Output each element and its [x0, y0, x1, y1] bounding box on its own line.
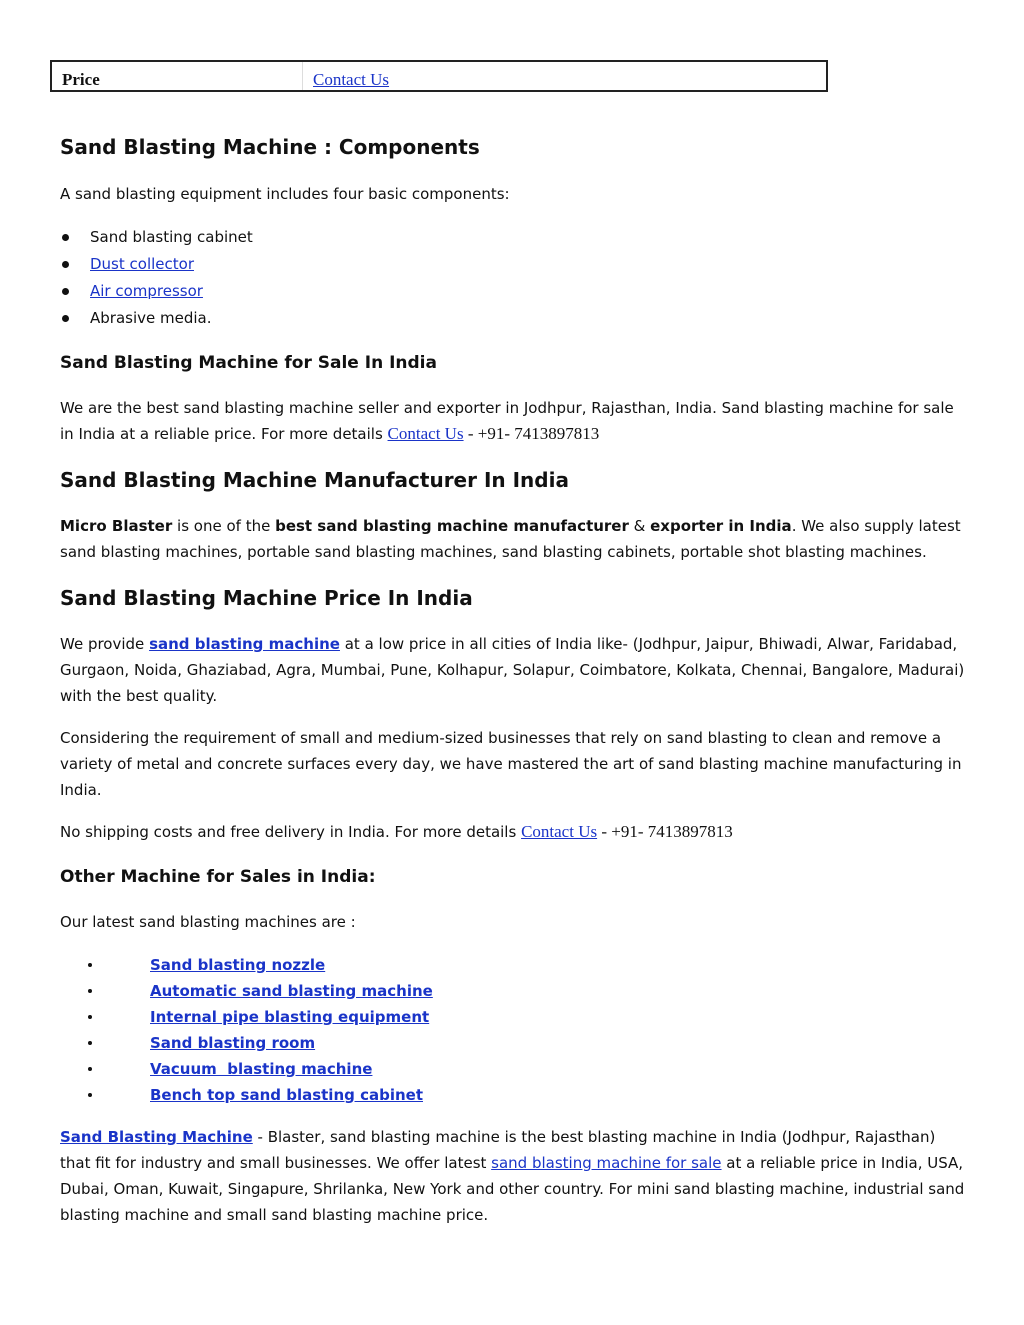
- air-compressor-link[interactable]: Air compressor: [90, 282, 203, 300]
- sand-blasting-machine-link[interactable]: sand blasting machine: [149, 635, 340, 653]
- bullet-icon: [62, 315, 69, 322]
- list-item[interactable]: [86, 1056, 433, 1082]
- contact-us-link[interactable]: Contact Us: [313, 70, 390, 89]
- list-item[interactable]: [86, 1030, 433, 1056]
- list-item: Abrasive media.: [60, 305, 253, 332]
- bullet-icon: [88, 1067, 92, 1071]
- bullet-icon: [62, 234, 69, 241]
- dust-collector-link[interactable]: Dust collector: [90, 255, 194, 273]
- price-phone: - +91- 7413897813: [597, 822, 733, 841]
- price-contact-link[interactable]: Contact Us: [521, 822, 598, 841]
- components-list: [60, 224, 253, 332]
- price-paragraph-2: Considering the requirement of small and medium-sized businesses that rely on sand blasting to clean and remove a variety of metal and concrete surfaces every day, we have mastered the art of sand blasting machine manufacturing in India.: [60, 729, 962, 799]
- price-paragraph-3: No shipping costs and free delivery in India. For more details Contact Us - +91- 7413897813: [60, 822, 733, 841]
- other-machines-heading: Other Machine for Sales in India:: [60, 867, 376, 887]
- price-heading: Sand Blasting Machine Price In India: [60, 586, 473, 610]
- bullet-icon: [88, 963, 92, 967]
- brand-name: Micro Blaster: [60, 517, 173, 535]
- internal-pipe-blasting-equipment-link[interactable]: Internal pipe blasting equipment: [150, 1008, 430, 1026]
- components-intro: A sand blasting equipment includes four basic components:: [60, 185, 510, 203]
- vacuum-blasting-machine-link[interactable]: Vacuum blasting machine: [150, 1060, 373, 1078]
- sale-phone: - +91- 7413897813: [463, 424, 600, 443]
- sand-blasting-machine-for-sale-link[interactable]: sand blasting machine for sale: [491, 1154, 722, 1172]
- list-item[interactable]: [86, 978, 433, 1004]
- sale-contact-link[interactable]: Contact Us: [387, 424, 464, 443]
- sand-blasting-room-link[interactable]: Sand blasting room: [150, 1034, 316, 1052]
- bullet-icon: [62, 261, 69, 268]
- bullet-icon: [88, 1015, 92, 1019]
- bullet-icon: [88, 989, 92, 993]
- manufacturer-heading: Sand Blasting Machine Manufacturer In India: [60, 468, 569, 492]
- list-item[interactable]: [86, 952, 433, 978]
- components-heading: Sand Blasting Machine : Components: [60, 135, 480, 159]
- sand-blasting-nozzle-link[interactable]: Sand blasting nozzle: [150, 956, 326, 974]
- list-item[interactable]: [86, 1082, 433, 1108]
- bullet-icon: [88, 1041, 92, 1045]
- list-item: Sand blasting cabinet: [60, 224, 253, 251]
- footer-paragraph: Sand Blasting Machine - Blaster, sand blasting machine is the best blasting machine in India (Jodhpur, Rajasthan) that fit for industry and small businesses. We offer latest sand blasting machine for sale at a reliable price in India, USA, Dubai, Oman, Kuwait, Singapure, Shrilanka, New York and other country. For mini sand blasting machine, industrial sand blasting machine and small sand blasting machine price.: [60, 1128, 965, 1224]
- list-item[interactable]: [60, 278, 253, 305]
- sale-paragraph: We are the best sand blasting machine seller and exporter in Jodhpur, Rajasthan, India. Sand blasting machine for sale in India at a reliable price. For more details Contact Us - +91- 7413897813: [60, 399, 954, 443]
- manufacturer-paragraph: Micro Blaster is one of the best sand blasting machine manufacturer & exporter in India. We also supply latest sand blasting machines, portable sand blasting machines, sand blasting cabinets, portable shot blasting machines.: [60, 517, 961, 561]
- price-contact-table: [50, 60, 828, 92]
- price-paragraph-1: We provide sand blasting machine at a low price in all cities of India like- (Jodhpur, Jaipur, Bhiwadi, Alwar, Faridabad, Gurgaon, Noida, Ghaziabad, Agra, Mumbai, Pune, Kolhapur, Solapur, Coimbatore, Kolkata, Chennai, Bangalore, Madurai) with the best quality.: [60, 635, 965, 705]
- bench-top-sand-blasting-cabinet-link[interactable]: Bench top sand blasting cabinet: [150, 1086, 423, 1104]
- list-item[interactable]: [60, 251, 253, 278]
- other-machines-intro: Our latest sand blasting machines are :: [60, 913, 356, 931]
- bullet-icon: [62, 288, 69, 295]
- sale-heading: Sand Blasting Machine for Sale In India: [60, 353, 437, 373]
- bullet-icon: [88, 1093, 92, 1097]
- list-item[interactable]: [86, 1004, 433, 1030]
- other-machines-list: [86, 952, 433, 1108]
- components-section: [60, 135, 970, 159]
- sand-blasting-machine-footer-link[interactable]: Sand Blasting Machine: [60, 1128, 253, 1146]
- price-label: Price: [51, 61, 303, 91]
- automatic-sand-blasting-machine-link[interactable]: Automatic sand blasting machine: [150, 982, 433, 1000]
